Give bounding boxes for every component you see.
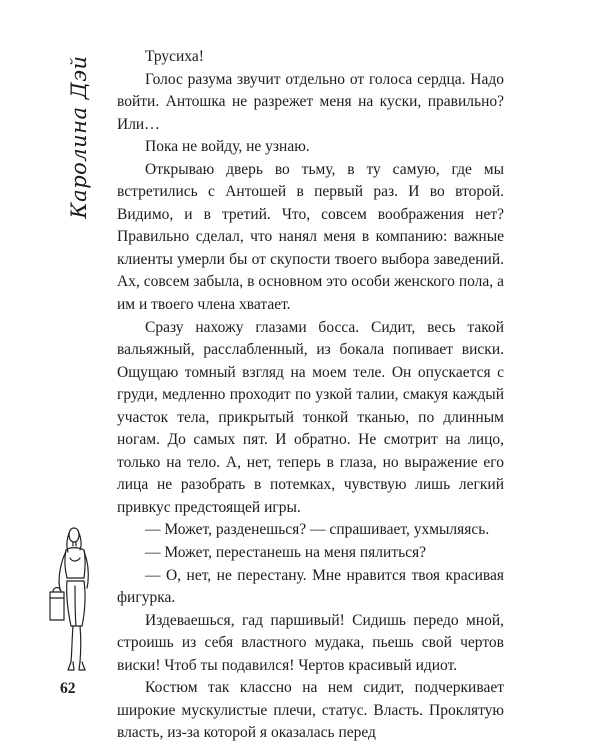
body-text bbox=[117, 46, 504, 745]
dialogue-line: — Может, разденешься? — спрашивает, ухмыляясь. bbox=[145, 521, 490, 539]
paragraph: Издеваешься, гад паршивый! Сидишь передо мной, строишь из себя властного мудака, пьешь свой чертов виски! Чтоб ты подавился! Чертов красивый идиот. bbox=[117, 611, 504, 674]
paragraph: Трусиха! bbox=[145, 48, 204, 65]
running-head bbox=[56, 42, 102, 232]
paragraph: Костюм так классно на нем сидит, подчеркивает широкие мускулистые плечи, статус. Власть. Проклятую власть, из-за которой я оказалась перед bbox=[117, 679, 504, 742]
paragraph: Пока не войду, не узнаю. bbox=[145, 138, 310, 156]
paragraph: Голос разума звучит отдельно от голоса сердца. Надо войти. Антошка не разрежет меня на куски, правильно? Или… bbox=[117, 70, 504, 133]
woman-with-bag-icon bbox=[44, 520, 114, 680]
paragraph: Открываю дверь во тьму, в ту самую, где мы встретились с Антошей в первый раз. И во второй. Видимо, и в третий. Что, совсем воображения нет? Правильно сделал, что нанял меня в компанию: важные клиенты умерли бы от скупости твоего выбора заведений. Ах, совсем забыла, в основном это особи женского пола, а им и твоего члена хватает. bbox=[117, 160, 504, 314]
author-name: Каролина Дэй bbox=[67, 55, 91, 219]
paragraph: Сразу нахожу глазами босса. Сидит, весь такой вальяжный, расслабленный, из бокала попивает виски. Ощущаю томный взгляд на моем теле. Он опускается с груди, медленно проходит по узкой талии, смакуя каждый участок тела, прикрытый тонкой тканью, по длинным ногам. До самых пят. И обратно. Не смотрит на лицо, только на тело. А, нет, теперь в глаза, но выражение его лица не разобрать в потемках, чувствую лишь легкий привкус предстоящей игры. bbox=[117, 318, 504, 516]
page-number: 62 bbox=[60, 680, 76, 697]
dialogue-line: — Может, перестанешь на меня пялиться? bbox=[145, 544, 427, 562]
dialogue-line: — О, нет, не перестану. Мне нравится твоя красивая фигурка. bbox=[117, 566, 504, 607]
